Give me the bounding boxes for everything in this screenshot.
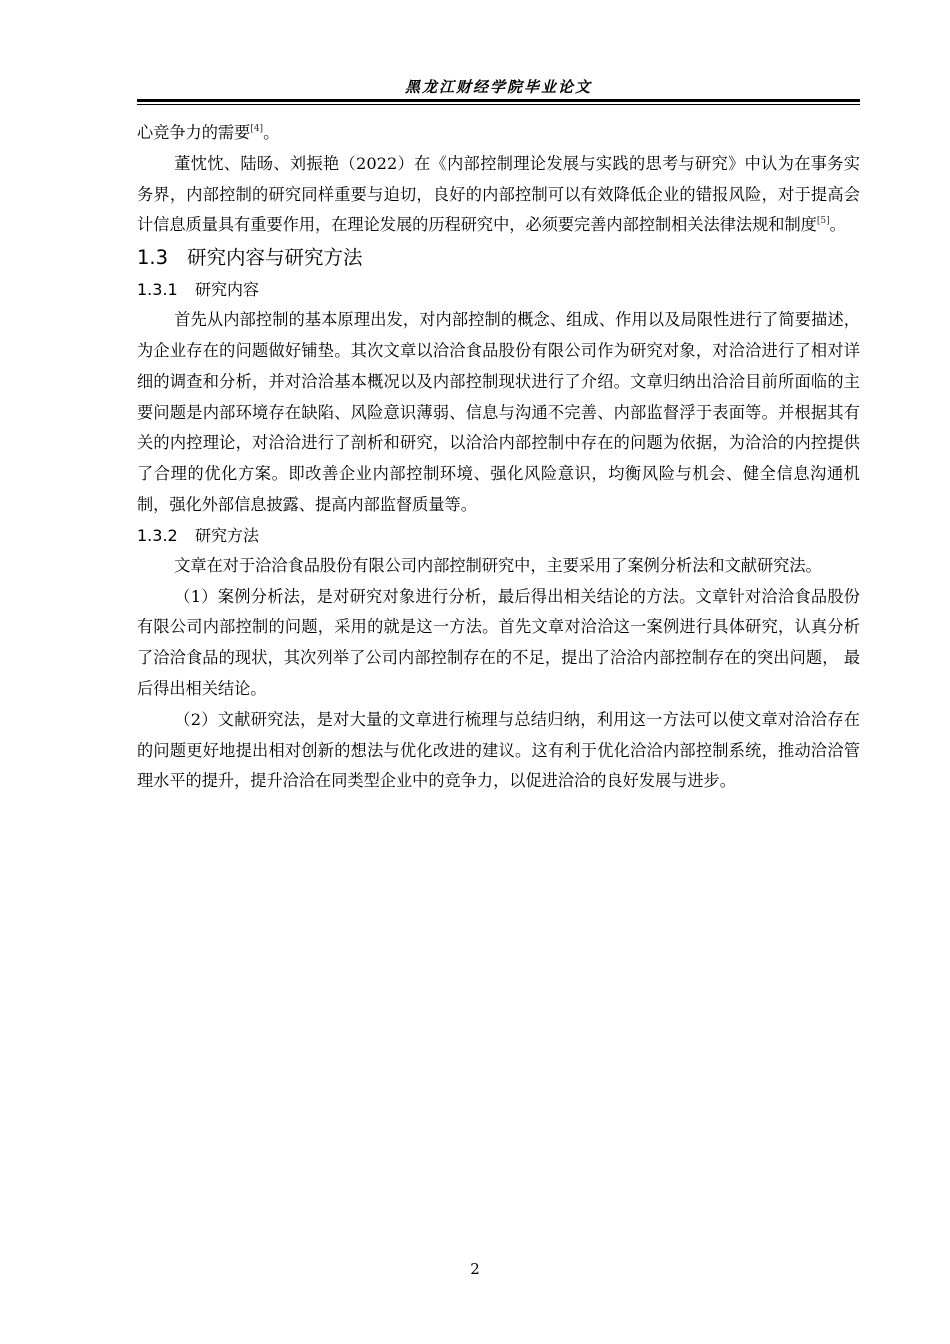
paragraph-text: 董忱忱、陆旸、刘振艳（2022）在《内部控制理论发展与实践的思考与研究》中认为在事务实务界，内部控制的研究同样重要与迫切，良好的内部控制可以有效降低企业的错报风险，对于提高会计信息质量具有重要作用，在理论发展的历程研究中，必须要完善内部控制相关法律法规和制度 <box>137 153 860 235</box>
heading-1-3-1 <box>137 275 860 305</box>
header-title: 黑龙江财经学院毕业论文 <box>404 78 592 96</box>
page-number: 2 <box>470 1260 480 1278</box>
page-header <box>137 76 860 102</box>
heading-1-3 <box>137 241 860 275</box>
citation-4: [4] <box>250 124 264 134</box>
heading-number: 1.3.2 <box>137 525 178 545</box>
page-body <box>137 118 860 797</box>
paragraph-end: 。 <box>263 123 280 142</box>
heading-number: 1.3 <box>137 246 169 270</box>
paragraph-methods-intro: 文章在对于洽洽食品股份有限公司内部控制研究中，主要采用了案例分析法和文献研究法。 <box>174 555 822 575</box>
paragraph-end: 。 <box>829 215 846 235</box>
header-rule-thin <box>137 104 860 105</box>
paragraph-case-analysis: （1）案例分析法，是对研究对象进行分析，最后得出相关结论的方法。文章针对洽洽食品股份有限公司内部控制的问题，采用的就是这一方法。首先文章对洽洽这一案例进行具体研究，认真分析了洽洽食品的现状，其次列举了公司内部控制存在的不足，提出了洽洽内部控制存在的突出问题， 最后得出相关结论。 <box>137 586 860 698</box>
heading-1-3-2 <box>137 521 860 551</box>
paragraph-literature-method: （2）文献研究法，是对大量的文章进行梳理与总结归纳，利用这一方法可以使文章对洽洽存在的问题更好地提出相对创新的想法与优化改进的建议。这有利于优化洽洽内部控制系统，推动洽洽管理水平的提升，提升洽洽在同类型企业中的竞争力，以促进洽洽的良好发展与进步。 <box>137 709 860 791</box>
header-rule-thick <box>137 99 860 102</box>
paragraph-text: 心竞争力的需要 <box>137 123 251 142</box>
heading-title: 研究内容与研究方法 <box>187 246 363 270</box>
heading-title: 研究内容 <box>195 280 260 300</box>
paragraph-research-content: 首先从内部控制的基本原理出发，对内部控制的概念、组成、作用以及局限性进行了简要描述，为企业存在的问题做好铺垫。其次文章以洽洽食品股份有限公司作为研究对象，对洽洽进行了相对详细的调查和分析，并对洽洽基本概况以及内部控制现状进行了介绍。文章归纳出洽洽目前所面临的主要问题是内部环境存在缺陷、风险意识薄弱、信息与沟通不完善、内部监督浮于表面等。并根据其有关的内控理论，对洽洽进行了剖析和研究，以洽洽内部控制中存在的问题为依据，为洽洽的内控提供了合理的优化方案。即改善企业内部控制环境、强化风险意识，均衡风险与机会、健全信息沟通机制，强化外部信息披露、提高内部监督质量等。 <box>137 310 860 514</box>
paragraph-continuation <box>137 118 860 149</box>
paragraph-literature-review <box>137 149 860 241</box>
heading-title: 研究方法 <box>195 525 260 545</box>
heading-number: 1.3.1 <box>137 280 178 300</box>
citation-5: [5] <box>816 216 830 227</box>
